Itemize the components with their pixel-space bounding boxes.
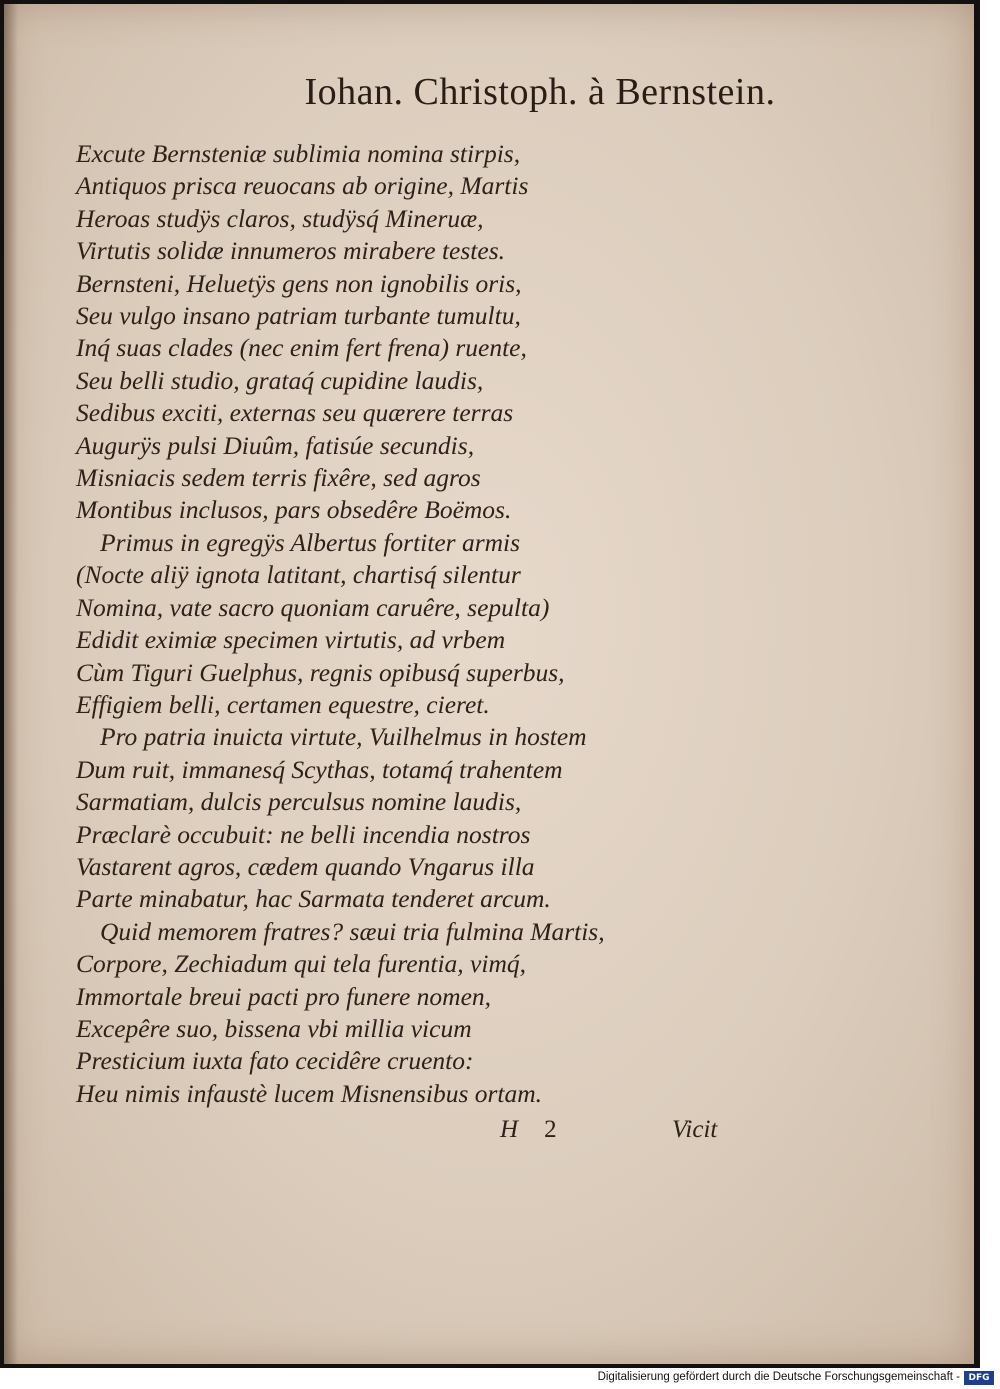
verse-line: Effigiem belli, certamen equestre, cieret. bbox=[76, 689, 490, 719]
verse-line: Sedibus exciti, externas seu quærere terras bbox=[76, 398, 514, 428]
verse-line: Heu nimis infaustè lucem Misnensibus ortam. bbox=[76, 1078, 543, 1108]
verse-line: Seu vulgo insano patriam turbante tumultu, bbox=[76, 301, 521, 331]
signature-number: 2 bbox=[544, 1116, 557, 1143]
catchword: Vicit bbox=[672, 1116, 718, 1143]
page-gutter-shadow bbox=[4, 4, 18, 1364]
verse-line: Sarmatiam, dulcis perculsus nomine laudis, bbox=[76, 787, 522, 817]
verse-line: Excute Bernsteniæ sublimia nomina stirpis, bbox=[76, 139, 521, 168]
dfg-logo: DFG bbox=[964, 1371, 994, 1385]
verse-line: Heroas studÿs claros, studÿsq́ Mineruæ, bbox=[76, 203, 484, 233]
verse-line: Edidit eximiæ specimen virtutis, ad vrbem bbox=[76, 625, 506, 655]
verse-line: (Nocte aliÿ ignota latitant, chartisq́ silentur bbox=[76, 560, 521, 590]
verse-line: Virtutis solidæ innumeros mirabere testes. bbox=[76, 236, 506, 266]
verse-line: Pro patria inuicta virtute, Vuilhelmus in hostem bbox=[100, 722, 587, 752]
verse-line: Presticium iuxta fato cecidêre cruento: bbox=[76, 1046, 474, 1076]
verse-line: Excepêre suo, bissena vbi millia vicum bbox=[76, 1013, 472, 1043]
verse-line: Bernsteni, Heluetÿs gens non ignobilis oris, bbox=[76, 268, 522, 298]
verse-line: Nomina, vate sacro quoniam caruêre, sepulta) bbox=[76, 592, 550, 622]
verse-line: Montibus inclusos, pars obsedêre Boëmos. bbox=[76, 495, 512, 525]
verse-block bbox=[76, 138, 605, 1110]
verse-line: Præclarè occubuit: ne belli incendia nostros bbox=[76, 819, 531, 849]
running-head: Iohan. Christoph. à Bernstein. bbox=[304, 71, 776, 113]
signature-letter: H bbox=[500, 1116, 519, 1143]
verse-line: Primus in egregÿs Albertus fortiter armis bbox=[100, 527, 521, 557]
verse-line: Misniacis sedem terris fixêre, sed agros bbox=[76, 463, 481, 493]
verse-line: Corpore, Zechiadum qui tela furentia, vimq́, bbox=[76, 949, 526, 979]
verse-line: Parte minabatur, hac Sarmata tenderet arcum. bbox=[76, 884, 551, 914]
verse-line: Inq́ suas clades (nec enim fert frena) ruente, bbox=[76, 333, 527, 363]
credit-bar bbox=[0, 1368, 1000, 1389]
verse-line: Immortale breui pacti pro funere nomen, bbox=[76, 981, 492, 1011]
verse-line: Seu belli studio, grataq́ cupidine laudis, bbox=[76, 365, 484, 395]
verse-line: Antiquos prisca reuocans ab origine, Martis bbox=[76, 171, 529, 201]
verse-line: Vastarent agros, cædem quando Vngarus illa bbox=[76, 851, 535, 881]
verse-line: Cùm Tiguri Guelphus, regnis opibusq́ superbus, bbox=[76, 657, 565, 687]
credit-text: Digitalisierung gefördert durch die Deutsche Forschungsgemeinschaft - bbox=[597, 1371, 960, 1383]
verse-line: Quid memorem fratres? sæui tria fulmina Martis, bbox=[100, 916, 605, 946]
verse-line: Augurÿs pulsi Diuûm, fatisúe secundis, bbox=[76, 430, 475, 460]
verse-line: Dum ruit, immanesq́ Scythas, totamq́ trahentem bbox=[76, 754, 563, 784]
signature-mark bbox=[500, 1116, 557, 1144]
